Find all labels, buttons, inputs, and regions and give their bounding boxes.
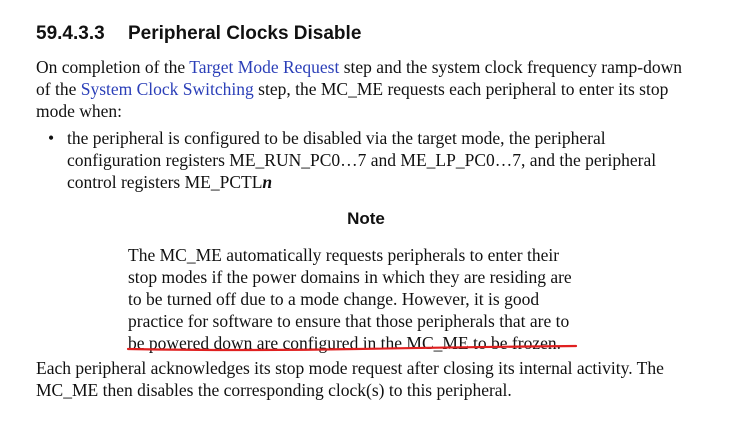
bullet-marker: • xyxy=(48,128,55,148)
note-line: be powered down are configured in the MC_ME to be frozen. xyxy=(128,333,561,353)
intro-text-2: step and the system clock frequency ramp-down of the xyxy=(36,57,682,99)
section-heading xyxy=(36,22,361,46)
bullet-suffix: n xyxy=(262,172,273,192)
section-number: 59.4.3.3 xyxy=(36,23,105,44)
note-line: stop modes if the power domains in which they are residing are xyxy=(128,267,572,287)
bullet-text xyxy=(67,127,688,193)
section-title: Peripheral Clocks Disable xyxy=(128,23,362,44)
intro-text-3: step, the MC_ME requests each peripheral to enter its stop mode when: xyxy=(36,79,669,121)
bullet-list-item xyxy=(48,127,688,193)
note-body xyxy=(128,244,598,354)
note-line: The MC_ME automatically requests peripherals to enter their xyxy=(128,245,560,265)
note-title: Note xyxy=(347,209,385,228)
target-mode-request-link[interactable]: Target Mode Request xyxy=(189,57,340,77)
note-line: to be turned off due to a mode change. However, it is good xyxy=(128,289,540,309)
intro-text-1: On completion of the xyxy=(36,57,190,77)
red-underline-annotation xyxy=(126,344,578,352)
bullet-body: the peripheral is configured to be disabled via the target mode, the peripheral configuration registers ME_RUN_PC0…7 and ME_LP_PC0…7, and the peripheral control registers ME_PCTL xyxy=(67,128,657,192)
note-line: practice for software to ensure that those peripherals that are to xyxy=(128,311,570,331)
system-clock-switching-link[interactable]: System Clock Switching xyxy=(80,79,254,99)
intro-paragraph xyxy=(36,56,696,122)
closing-paragraph: Each peripheral acknowledges its stop mode request after closing its internal activity. The MC_ME then disables the corresponding clock(s) to this peripheral. xyxy=(36,358,664,400)
